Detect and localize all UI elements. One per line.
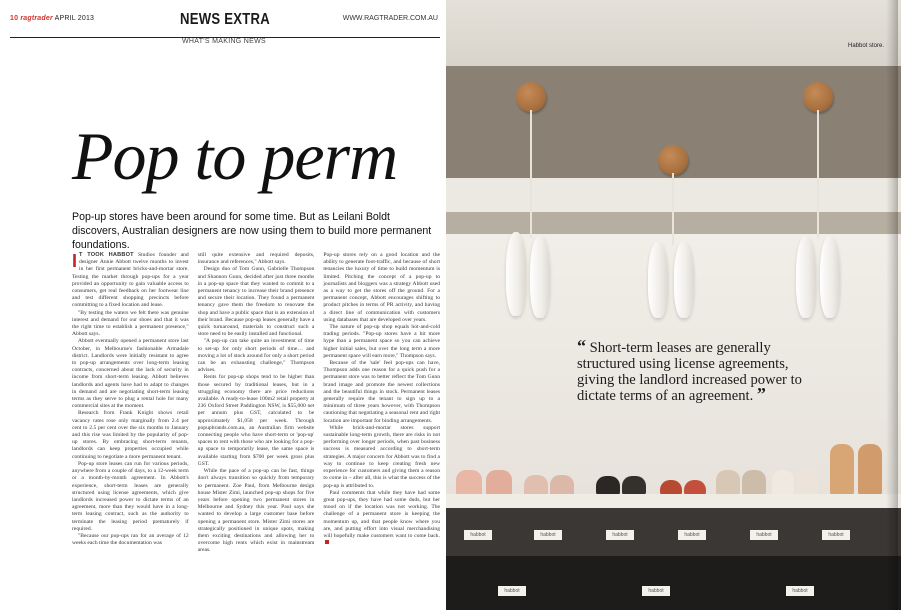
paragraph: While the pace of a pop-up can be fast, things don't always transition so quickly from temporary to permanent. Zoe Paul, from Melbourne design house Mister Zimi, launched pop-up shops for five years before opening two permanent stores in Melbourne and Sydney this year. Paul says she wanted to develop a large customer base before opening a permanent store. Mister Zimi stores are strategically positioned in unique spots, making them exciting destinations and allowing her to overcome high rents which exist in mainstream areas. <box>197 468 315 554</box>
paragraph: I T TOOK HABBOT Studios founder and designer Annie Abbott twelve months to invest in her first permanent bricks-and-mortar store. Testing the market through pop-ups for a year provided an opportunity to gain valuable access to consumers, get real feedback on her footwear line and test different shopping precincts before committing to a fixed location and lease. <box>72 252 189 309</box>
shoe <box>596 476 620 496</box>
quote-open-mark: “ <box>577 336 586 356</box>
box-label: habbot <box>642 586 670 596</box>
box-label: habbot <box>822 530 850 540</box>
left-page <box>0 0 446 610</box>
rope <box>530 110 532 238</box>
paragraph: "A pop-up can take quite an investment of time to set-up for only short periods of time… and moving a lot of stock around for only a short period can be an exhausting challenge," Thompson advises. <box>197 338 315 374</box>
section-title: NEWS EXTRA <box>180 11 270 28</box>
wall-upper <box>446 0 901 66</box>
page-number: 10 <box>10 15 19 22</box>
paragraph: "Because our pop-ups ran for an average of 12 weeks each time the documentation was <box>72 532 189 547</box>
shoe-last <box>674 242 694 318</box>
paragraph: Research from Frank Knight shows retail vacancy rates rose only marginally from 2.4 per cent to 2.5 per cent over the six months to January and this rise was limited by the popularity of pop-up stores. By embracing short-term tenants, landlords can keep properties occupied while continuing to negotiate a more permanent tenant. <box>72 410 189 460</box>
box-label: habbot <box>678 530 706 540</box>
shoe <box>796 470 818 496</box>
box-label: habbot <box>464 530 492 540</box>
page-header <box>10 11 440 37</box>
folio <box>10 15 94 22</box>
shelf-lower <box>446 556 901 610</box>
box-label: habbot <box>534 530 562 540</box>
paragraph: Pop-up store leases can run for various periods, anywhere from a couple of days, to a 12-week term or a month-by-month agreement. In Abbott's experience, short-term leases are generally structured using license agreements, which give landlords increased power to dictate terms of an agreement, more than they would have in a long-term leasing contract, such as the authority to terminate the leasing period prematurely if required. <box>72 460 189 532</box>
shoe <box>772 470 794 496</box>
shelf-edge <box>446 494 901 508</box>
store-photo <box>446 0 901 610</box>
end-mark <box>325 540 329 544</box>
box-label: habbot <box>498 586 526 596</box>
article-column-2 <box>198 252 315 602</box>
article-column-3 <box>323 252 440 602</box>
section-kicker: WHAT'S MAKING NEWS <box>182 38 266 45</box>
paragraph: Rents for pop-up shops tend to be higher than those secured by traditional leases, but in a struggling economy there are price reductions available. A ready-to-lease 100m2 retail property at 236 Oxford Street Paddington NSW, is $55,000 net per annum plus GST, calculated to be approximately $1,058 per week. Through popupbrands.com.au, an Australian firm website connecting people who have short-term or 'pop-up' spaces to rent with those who are looking for a pop-up space to temporarily lease, the same space is available starting from $700 per week gross plus GST. <box>197 374 315 467</box>
shoe-last <box>648 242 668 318</box>
headline: Pop to perm <box>72 118 398 194</box>
paragraph: Pop-up stores rely on a good location and the ability to generate foot-traffic, and because of short tenancies the luxury of time to build momentum is limited. Pitching the concept of a pop-up to journalists and bloggers was a strategy Abbott used as a way to get the stores off the ground. For a permanent concept, Abbott encourages shifting to product pitches in terms of PR activity, and having a direct line of communication with customers using databases that are developed over years. <box>323 252 441 323</box>
boot <box>858 444 882 496</box>
article-body <box>72 252 440 602</box>
box-label: habbot <box>750 530 778 540</box>
paragraph: While brick-and-mortar stores support sustainable long-term growth, there are risks in not performing over longer periods, when past business success is measured according to short-term strategies. A major concern for Abbott was to find a way to continue to keep creating fresh new experience for customers and giving them a reason to come in – after all, this is what the success of the pop-up is attributed to. <box>323 424 441 489</box>
box-label: habbot <box>606 530 634 540</box>
shoe-last <box>820 236 840 318</box>
shoe-last <box>796 236 816 318</box>
shoe <box>742 470 766 496</box>
box-label: habbot <box>786 586 814 596</box>
wooden-hook <box>516 82 546 112</box>
site-url[interactable]: WWW.RAGTRADER.COM.AU <box>342 15 438 22</box>
rope <box>817 110 819 238</box>
wooden-hook <box>803 82 833 112</box>
lead-in: T TOOK HABBOT <box>79 252 134 258</box>
shoe-last <box>506 232 526 316</box>
paragraph: still quite extensive and required deposits, insurance and references," Abbott says. <box>197 252 315 266</box>
pull-quote <box>577 336 809 404</box>
quote-close-mark: ” <box>756 384 766 404</box>
shoe <box>622 476 646 496</box>
article-column-1 <box>72 252 189 602</box>
magazine-name: ragtrader <box>20 15 53 22</box>
paragraph: Because of the 'sale' feel pop-ups can have, Thompson adds one reason for a quick push for a permanent store was to better reflect the Tom Gunn brand image and promote the newest collections and the beautiful things in stock. Permanent leases generally require the tenant to sign up to a minimum of three years however, with Thompson cautioning that negotiating a seasonal rent and right location are important for binding arrangements. <box>323 360 441 424</box>
boot <box>830 444 854 496</box>
issue-date: APRIL 2013 <box>54 15 95 22</box>
shoe <box>716 470 740 496</box>
rope <box>672 173 674 245</box>
paragraph: The nature of pop-up shop equals hot-and-cold trading periods. "Pop-up stores have a bit more hype than a permanent space so you can achieve higher initial sales, but over the long term a more permanent space will earn more," Thompson says. <box>323 324 441 359</box>
page-gutter <box>886 0 898 610</box>
paragraph: Design duo of Tom Gunn, Gabrielle Thompson and Shannon Gunn, decided after just three months in a pop-up space that they wanted to commit to a permanent tenancy to increase their brand presence and secure their location. They found a permanent tenancy gave them the freedom to renovate the shop and have a public space that is an extension of their brand. Because pop-up leases generally have a quick turnaround, materials to construct such a store need to be easily installed and functional. <box>197 266 315 338</box>
paragraph: "By testing the waters we felt there was genuine interest and demand for our shoes and that it was the right time to establish a permanent presence," Abbott says. <box>72 309 189 338</box>
photo-caption: Habbot store. <box>848 43 885 49</box>
standfirst: Pop-up stores have been around for some time. But as Leilani Boldt discovers, Australian designers are now using them to build more permanent foundations. <box>72 211 432 251</box>
paragraph: Paul comments that while they have had some great pop-ups, they have had some duds, but her mood on if the location was not working. The challenge of a permanent store is keeping the momentum up, and that people know where you are, and putting effort into visual merchandising will hopefully make customers want to come back. <box>323 490 440 548</box>
wooden-hook <box>658 145 688 175</box>
paragraph: Abbott eventually opened a permanent store last October, in Melbourne's fashionable Armadale district. Landlords were initially resistant to agree to pop-up arrangements over long-term leasing contracts, concerned about the lack of security in income from short-term leasing. Abbott believes landlords and agents have had to adapt to changes in demand and are negotiating short-term leasing terms as they serve to plug a rental hole for many commercial sites at the moment. <box>72 338 189 410</box>
pull-quote-text: Short-term leases are generally structured using license agreements, giving the landlord increased power to dictate terms of an agreement. <box>577 340 802 404</box>
shoe-last <box>530 236 550 318</box>
drop-cap: I <box>72 252 78 271</box>
